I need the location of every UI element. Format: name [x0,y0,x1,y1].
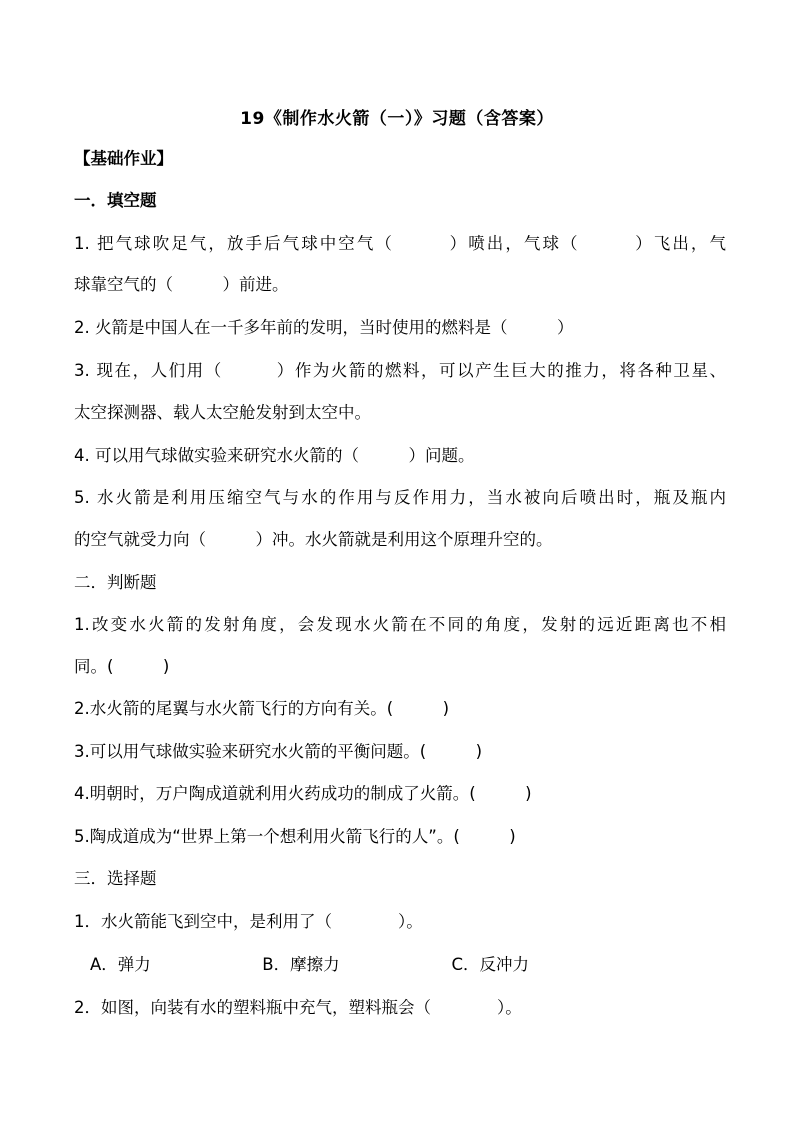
mc-q1-option-a: A．弹力 [90,955,151,974]
fill-q1-line2: 球靠空气的（ ）前进。 [74,275,289,294]
fill-q2: 2. 火箭是中国人在一千多年前的发明，当时使用的燃料是（ ） [74,318,574,337]
fill-q3-line1: 3. 现在，人们用（ ）作为火箭的燃料，可以产生巨大的推力，将各种卫星、 [74,361,726,380]
mc-q1-option-c: C．反冲力 [451,955,530,974]
tf-q1-line2: 同。( ) [74,657,170,676]
tf-q3: 3.可以用气球做实验来研究水火箭的平衡问题。( ) [74,742,483,761]
fill-q1-line1: 1. 把气球吹足气，放手后气球中空气（ ）喷出，气球（ ）飞出，气 [74,234,726,253]
mc-q1: 1．水火箭能飞到空中，是利用了（ ）。 [74,912,423,931]
tf-q5: 5.陶成道成为“世界上第一个想利用火箭飞行的人”。( ) [74,827,516,846]
multiple-choice-heading: 三．选择题 [74,869,157,888]
mc-q2: 2．如图，向装有水的塑料瓶中充气，塑料瓶会（ ）。 [74,998,522,1017]
fill-q4: 4. 可以用气球做实验来研究水火箭的（ ）问题。 [74,446,475,465]
fill-q5-line1: 5. 水火箭是利用压缩空气与水的作用与反作用力，当水被向后喷出时，瓶及瓶内 [74,488,726,507]
fill-q3-line2: 太空探测器、载人太空舱发射到太空中。 [74,403,371,422]
page-title: 19《制作水火箭（一）》习题（含答案） [240,109,554,129]
tf-q4: 4.明朝时，万户陶成道就利用火药成功的制成了火箭。( ) [74,784,532,803]
fill-q5-line2: 的空气就受力向（ ）冲。水火箭就是利用这个原理升空的。 [74,530,553,549]
tf-q1-line1: 1.改变水火箭的发射角度，会发现水火箭在不同的角度，发射的远近距离也不相 [74,615,726,634]
fill-in-heading: 一．填空题 [74,191,157,210]
true-false-heading: 二．判断题 [74,573,157,592]
mc-q1-options [90,954,529,976]
mc-q1-option-b: B．摩擦力 [262,955,340,974]
section-basic-homework: 【基础作业】 [74,149,173,168]
tf-q2: 2.水火箭的尾翼与水火箭飞行的方向有关。( ) [74,699,450,718]
